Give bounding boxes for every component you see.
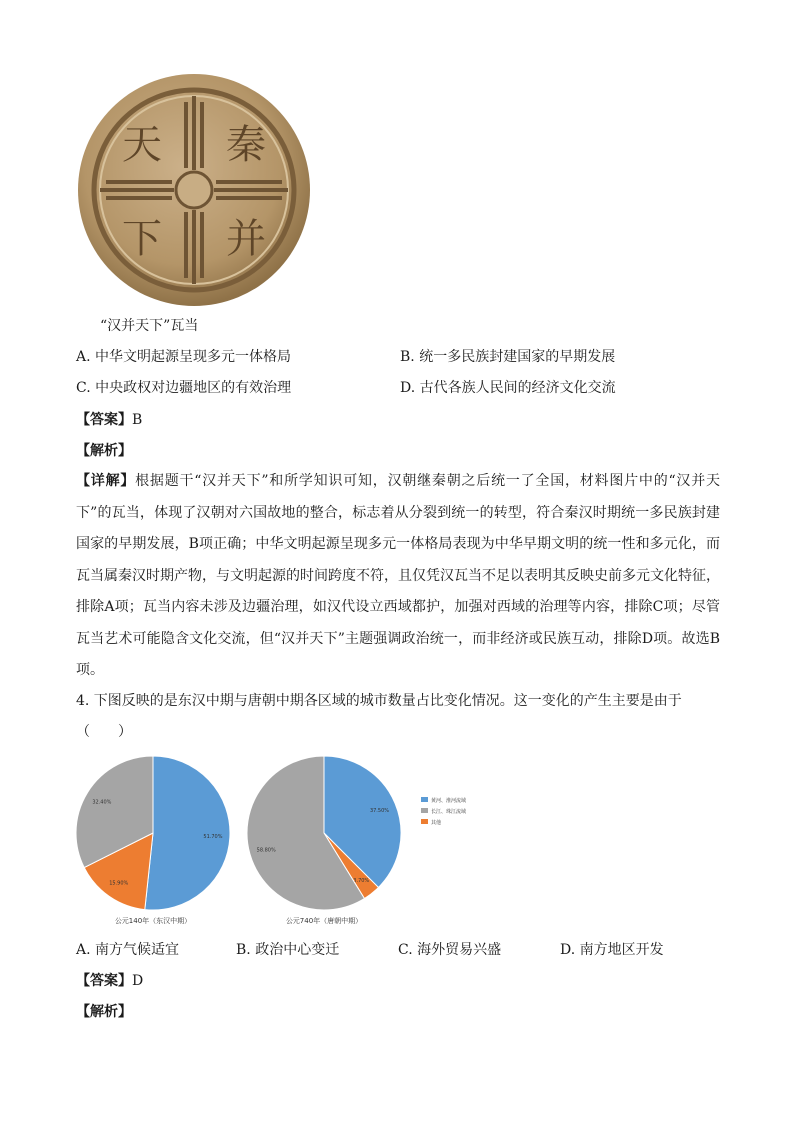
q4-option-d: D. 南方地区开发 <box>560 942 664 958</box>
q3-answer <box>76 410 142 430</box>
chart2-data-label-1: 3.70% <box>353 878 370 885</box>
legend-label-2: 其他 <box>431 820 442 826</box>
chart2-data-label-0: 37.50% <box>369 808 390 815</box>
tile-image <box>76 72 312 308</box>
q4-option-a: A. 南方气候适宜 <box>76 942 180 958</box>
tile-char-tian: 天 <box>122 122 162 168</box>
city-share-charts <box>70 750 510 930</box>
tile-caption: “汉并天下”瓦当 <box>100 318 199 334</box>
q3-analysis-label: 【解析】 <box>76 443 132 459</box>
q3-detail <box>76 466 720 687</box>
q4-stem: 4. 下图反映的是东汉中期与唐朝中期各区域的城市数量占比变化情况。这一变化的产生主要是由于 <box>76 693 682 709</box>
legend-label-1: 长江、珠江流域 <box>431 809 467 815</box>
chart1-slice-0 <box>145 756 230 910</box>
chart2-data-label-2: 58.80% <box>256 847 276 854</box>
q4-answer-value: D <box>132 973 144 989</box>
q4-answer <box>76 971 143 991</box>
chart1-title: 公元140年（东汉中期） <box>114 917 192 925</box>
tile-char-bing: 并 <box>226 216 266 262</box>
q3-option-c: C. 中央政权对边疆地区的有效治理 <box>76 380 292 396</box>
legend-label-0: 黄河、淮河流域 <box>431 798 467 804</box>
q3-option-d: D. 古代各族人民间的经济文化交流 <box>400 380 616 396</box>
q3-detail-label: 【详解】 <box>76 473 136 489</box>
q3-detail-text: 根据题干“汉并天下”和所学知识可知，汉朝继秦朝之后统一了全国，材料图片中的“汉并天下”的瓦当，体现了汉朝对六国故地的整合，标志着从分裂到统一的转型，符合秦汉时期统一多民族封建国家的早期发展，B项正确；中华文明起源呈现多元一体格局表现为中华早期文明的统一性和多元化，而瓦当属秦汉时期产物，与文明起源的时间跨度不符，且仅凭汉瓦当不足以表明其反映史前多元文化特征，排除A项；瓦当内容未涉及边疆治理，如汉代设立西域都护，加强对西域的治理等内容，排除C项；尽管瓦当艺术可能隐含文化交流，但“汉并天下”主题强调政治统一，而非经济或民族互动，排除D项。故选B项。 <box>76 473 720 678</box>
chart1-data-label-0: 51.70% <box>203 834 223 841</box>
legend-swatch-0 <box>421 797 428 802</box>
q3-answer-value: B <box>132 412 143 428</box>
q3-answer-label: 【答案】 <box>76 412 132 428</box>
q4-option-b: B. 政治中心变迁 <box>236 942 340 958</box>
q4-analysis-label: 【解析】 <box>76 1004 132 1020</box>
q4-paren: （ ） <box>76 724 132 740</box>
chart1-data-label-2: 32.40% <box>92 799 112 806</box>
tile-char-qin: 秦 <box>226 122 266 168</box>
q3-option-b: B. 统一多民族封建国家的早期发展 <box>400 349 616 365</box>
q4-option-c: C. 海外贸易兴盛 <box>398 942 502 958</box>
chart1-data-label-1: 15.90% <box>109 880 129 887</box>
chart2-title: 公元740年（唐朝中期） <box>285 917 363 925</box>
legend-swatch-2 <box>421 819 428 824</box>
q4-answer-label: 【答案】 <box>76 973 132 989</box>
tile-char-xia: 下 <box>122 216 162 262</box>
legend-swatch-1 <box>421 808 428 813</box>
q3-option-a: A. 中华文明起源呈现多元一体格局 <box>76 349 292 365</box>
